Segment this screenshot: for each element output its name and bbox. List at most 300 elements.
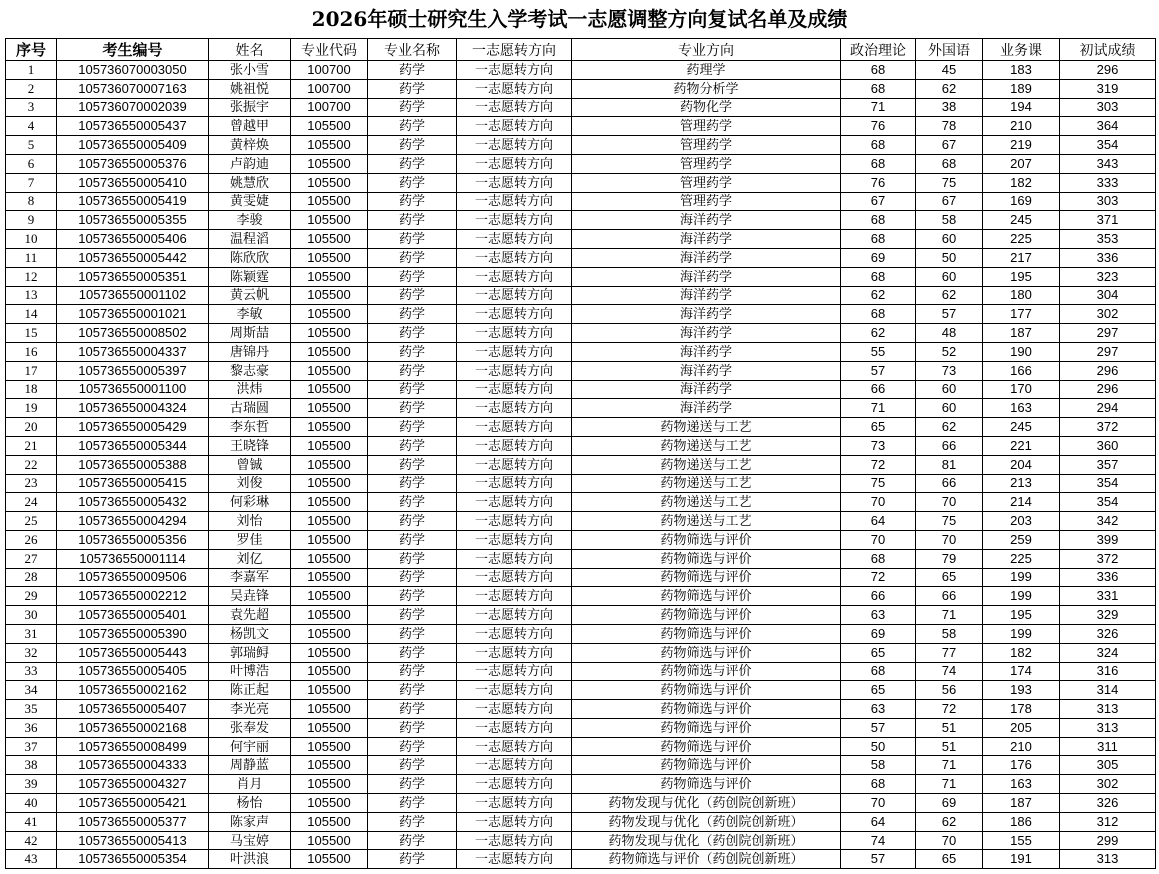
foreign-language-cell: 67 [916,136,983,155]
candidate-id-cell: 105736070007163 [57,79,209,98]
total-cell: 353 [1060,230,1156,249]
candidate-id-cell: 105736550005390 [57,624,209,643]
transfer-cell: 一志愿转方向 [457,342,572,361]
transfer-cell: 一志愿转方向 [457,154,572,173]
specialty-cell: 182 [983,173,1060,192]
seq-cell: 10 [6,230,57,249]
col-header-candidate-id: 考生编号 [57,39,209,61]
major-code-cell: 105500 [291,436,368,455]
table-row [6,136,1156,155]
direction-cell: 药物递送与工艺 [572,493,841,512]
seq-cell: 3 [6,98,57,117]
seq-cell: 15 [6,324,57,343]
politics-cell: 68 [841,662,916,681]
specialty-cell: 187 [983,324,1060,343]
seq-cell: 40 [6,794,57,813]
specialty-cell: 182 [983,643,1060,662]
name-cell: 姚慧欣 [209,173,291,192]
direction-cell: 药物筛选与评价 [572,681,841,700]
major-code-cell: 105500 [291,455,368,474]
candidate-id-cell: 105736550005410 [57,173,209,192]
total-cell: 357 [1060,455,1156,474]
name-cell: 温程滔 [209,230,291,249]
politics-cell: 68 [841,267,916,286]
transfer-cell: 一志愿转方向 [457,474,572,493]
seq-cell: 26 [6,530,57,549]
major-code-cell: 105500 [291,775,368,794]
transfer-cell: 一志愿转方向 [457,230,572,249]
specialty-cell: 193 [983,681,1060,700]
name-cell: 陈正起 [209,681,291,700]
politics-cell: 57 [841,718,916,737]
seq-cell: 32 [6,643,57,662]
politics-cell: 68 [841,305,916,324]
direction-cell: 管理药学 [572,173,841,192]
name-cell: 刘俊 [209,474,291,493]
specialty-cell: 163 [983,775,1060,794]
foreign-language-cell: 66 [916,436,983,455]
total-cell: 297 [1060,324,1156,343]
total-cell: 299 [1060,831,1156,850]
major-code-cell: 105500 [291,530,368,549]
politics-cell: 63 [841,606,916,625]
politics-cell: 65 [841,418,916,437]
table-row [6,812,1156,831]
specialty-cell: 259 [983,530,1060,549]
major-code-cell: 105500 [291,474,368,493]
major-code-cell: 105500 [291,681,368,700]
name-cell: 刘亿 [209,549,291,568]
foreign-language-cell: 60 [916,230,983,249]
name-cell: 卢韵迪 [209,154,291,173]
foreign-language-cell: 62 [916,286,983,305]
direction-cell: 药物筛选与评价 [572,775,841,794]
total-cell: 294 [1060,399,1156,418]
name-cell: 叶洪浪 [209,850,291,869]
direction-cell: 药物筛选与评价 [572,737,841,756]
politics-cell: 67 [841,192,916,211]
candidate-id-cell: 105736550004327 [57,775,209,794]
major-code-cell: 100700 [291,98,368,117]
direction-cell: 药物筛选与评价 [572,530,841,549]
politics-cell: 72 [841,455,916,474]
major-code-cell: 105500 [291,718,368,737]
politics-cell: 70 [841,493,916,512]
direction-cell: 药物发现与优化（药创院创新班） [572,831,841,850]
specialty-cell: 214 [983,493,1060,512]
col-header-politics: 政治理论 [841,39,916,61]
major-code-cell: 105500 [291,587,368,606]
direction-cell: 药物递送与工艺 [572,474,841,493]
transfer-cell: 一志愿转方向 [457,624,572,643]
seq-cell: 43 [6,850,57,869]
name-cell: 王晓锋 [209,436,291,455]
direction-cell: 药物化学 [572,98,841,117]
foreign-language-cell: 71 [916,756,983,775]
major-code-cell: 105500 [291,286,368,305]
major-name-cell: 药学 [368,61,457,80]
total-cell: 313 [1060,700,1156,719]
total-cell: 371 [1060,211,1156,230]
transfer-cell: 一志愿转方向 [457,418,572,437]
direction-cell: 管理药学 [572,117,841,136]
major-code-cell: 100700 [291,79,368,98]
transfer-cell: 一志愿转方向 [457,831,572,850]
table-row [6,61,1156,80]
politics-cell: 68 [841,154,916,173]
name-cell: 袁先超 [209,606,291,625]
politics-cell: 64 [841,812,916,831]
table-row [6,211,1156,230]
major-name-cell: 药学 [368,79,457,98]
politics-cell: 68 [841,61,916,80]
foreign-language-cell: 66 [916,474,983,493]
name-cell: 马宝婷 [209,831,291,850]
seq-cell: 22 [6,455,57,474]
politics-cell: 68 [841,775,916,794]
major-code-cell: 105500 [291,342,368,361]
foreign-language-cell: 78 [916,117,983,136]
total-cell: 303 [1060,98,1156,117]
table-row [6,361,1156,380]
candidate-id-cell: 105736550009506 [57,568,209,587]
seq-cell: 17 [6,361,57,380]
foreign-language-cell: 51 [916,718,983,737]
major-name-cell: 药学 [368,361,457,380]
candidate-id-cell: 105736550004337 [57,342,209,361]
seq-cell: 5 [6,136,57,155]
direction-cell: 海洋药学 [572,324,841,343]
total-cell: 343 [1060,154,1156,173]
name-cell: 张奉发 [209,718,291,737]
transfer-cell: 一志愿转方向 [457,211,572,230]
direction-cell: 海洋药学 [572,305,841,324]
specialty-cell: 190 [983,342,1060,361]
candidate-id-cell: 105736550001114 [57,549,209,568]
foreign-language-cell: 62 [916,812,983,831]
name-cell: 李东哲 [209,418,291,437]
candidate-id-cell: 105736550005388 [57,455,209,474]
candidate-id-cell: 105736550005429 [57,418,209,437]
name-cell: 陈颖霆 [209,267,291,286]
direction-cell: 海洋药学 [572,342,841,361]
major-name-cell: 药学 [368,831,457,850]
foreign-language-cell: 75 [916,173,983,192]
transfer-cell: 一志愿转方向 [457,324,572,343]
candidate-id-cell: 105736550005354 [57,850,209,869]
specialty-cell: 219 [983,136,1060,155]
foreign-language-cell: 57 [916,305,983,324]
col-header-major-name: 专业名称 [368,39,457,61]
total-cell: 372 [1060,549,1156,568]
direction-cell: 海洋药学 [572,286,841,305]
table-row [6,512,1156,531]
specialty-cell: 183 [983,61,1060,80]
foreign-language-cell: 50 [916,248,983,267]
name-cell: 杨凯文 [209,624,291,643]
name-cell: 李光亮 [209,700,291,719]
candidate-id-cell: 105736550002162 [57,681,209,700]
foreign-language-cell: 74 [916,662,983,681]
transfer-cell: 一志愿转方向 [457,549,572,568]
major-name-cell: 药学 [368,117,457,136]
candidate-id-cell: 105736550005344 [57,436,209,455]
page-title: 2026年硕士研究生入学考试一志愿调整方向复试名单及成绩 [311,7,848,31]
specialty-cell: 176 [983,756,1060,775]
name-cell: 罗佳 [209,530,291,549]
transfer-cell: 一志愿转方向 [457,737,572,756]
seq-cell: 12 [6,267,57,286]
transfer-cell: 一志愿转方向 [457,530,572,549]
specialty-cell: 199 [983,587,1060,606]
specialty-cell: 178 [983,700,1060,719]
major-name-cell: 药学 [368,794,457,813]
candidate-id-cell: 105736550005376 [57,154,209,173]
major-name-cell: 药学 [368,700,457,719]
candidate-id-cell: 105736550005356 [57,530,209,549]
table-row [6,700,1156,719]
direction-cell: 药物递送与工艺 [572,512,841,531]
transfer-cell: 一志愿转方向 [457,305,572,324]
candidate-id-cell: 105736550005419 [57,192,209,211]
transfer-cell: 一志愿转方向 [457,812,572,831]
major-code-cell: 105500 [291,512,368,531]
transfer-cell: 一志愿转方向 [457,248,572,267]
table-body [6,61,1156,869]
politics-cell: 70 [841,794,916,813]
seq-cell: 1 [6,61,57,80]
transfer-cell: 一志愿转方向 [457,136,572,155]
table-row [6,493,1156,512]
total-cell: 326 [1060,624,1156,643]
seq-cell: 25 [6,512,57,531]
politics-cell: 68 [841,136,916,155]
foreign-language-cell: 71 [916,606,983,625]
foreign-language-cell: 65 [916,568,983,587]
politics-cell: 57 [841,850,916,869]
total-cell: 329 [1060,606,1156,625]
direction-cell: 药物递送与工艺 [572,455,841,474]
specialty-cell: 245 [983,418,1060,437]
candidate-id-cell: 105736550001102 [57,286,209,305]
major-name-cell: 药学 [368,342,457,361]
table-row [6,587,1156,606]
major-name-cell: 药学 [368,286,457,305]
candidate-id-cell: 105736550004294 [57,512,209,531]
total-cell: 326 [1060,794,1156,813]
total-cell: 331 [1060,587,1156,606]
transfer-cell: 一志愿转方向 [457,662,572,681]
total-cell: 304 [1060,286,1156,305]
name-cell: 张小雪 [209,61,291,80]
table-row [6,775,1156,794]
specialty-cell: 155 [983,831,1060,850]
politics-cell: 65 [841,643,916,662]
table-row [6,418,1156,437]
candidate-id-cell: 105736550005377 [57,812,209,831]
col-header-seq: 序号 [6,39,57,61]
candidate-id-cell: 105736550008499 [57,737,209,756]
table-row [6,399,1156,418]
transfer-cell: 一志愿转方向 [457,455,572,474]
major-code-cell: 105500 [291,248,368,267]
transfer-cell: 一志愿转方向 [457,606,572,625]
name-cell: 杨怡 [209,794,291,813]
specialty-cell: 204 [983,455,1060,474]
name-cell: 肖月 [209,775,291,794]
name-cell: 张振宇 [209,98,291,117]
seq-cell: 37 [6,737,57,756]
specialty-cell: 213 [983,474,1060,493]
major-name-cell: 药学 [368,192,457,211]
major-code-cell: 105500 [291,737,368,756]
direction-cell: 药物筛选与评价 [572,700,841,719]
major-name-cell: 药学 [368,455,457,474]
major-name-cell: 药学 [368,324,457,343]
major-name-cell: 药学 [368,436,457,455]
transfer-cell: 一志愿转方向 [457,775,572,794]
specialty-cell: 203 [983,512,1060,531]
name-cell: 李嘉军 [209,568,291,587]
seq-cell: 42 [6,831,57,850]
major-code-cell: 105500 [291,850,368,869]
seq-cell: 13 [6,286,57,305]
table-row [6,474,1156,493]
politics-cell: 68 [841,211,916,230]
direction-cell: 药物筛选与评价 [572,662,841,681]
total-cell: 323 [1060,267,1156,286]
major-name-cell: 药学 [368,154,457,173]
seq-cell: 27 [6,549,57,568]
politics-cell: 57 [841,361,916,380]
foreign-language-cell: 67 [916,192,983,211]
politics-cell: 66 [841,587,916,606]
foreign-language-cell: 48 [916,324,983,343]
major-code-cell: 100700 [291,61,368,80]
major-name-cell: 药学 [368,305,457,324]
seq-cell: 4 [6,117,57,136]
foreign-language-cell: 73 [916,361,983,380]
col-header-total: 初试成绩 [1060,39,1156,61]
major-name-cell: 药学 [368,267,457,286]
specialty-cell: 199 [983,624,1060,643]
header-row [6,39,1156,61]
total-cell: 314 [1060,681,1156,700]
seq-cell: 23 [6,474,57,493]
candidate-id-cell: 105736550005406 [57,230,209,249]
name-cell: 洪炜 [209,380,291,399]
name-cell: 何宇丽 [209,737,291,756]
total-cell: 354 [1060,136,1156,155]
specialty-cell: 205 [983,718,1060,737]
major-code-cell: 105500 [291,568,368,587]
major-name-cell: 药学 [368,98,457,117]
direction-cell: 药物分析学 [572,79,841,98]
transfer-cell: 一志愿转方向 [457,79,572,98]
specialty-cell: 186 [983,812,1060,831]
table-row [6,117,1156,136]
seq-cell: 36 [6,718,57,737]
name-cell: 黄云帆 [209,286,291,305]
politics-cell: 66 [841,380,916,399]
major-code-cell: 105500 [291,230,368,249]
direction-cell: 药物递送与工艺 [572,418,841,437]
seq-cell: 21 [6,436,57,455]
total-cell: 302 [1060,775,1156,794]
specialty-cell: 207 [983,154,1060,173]
major-name-cell: 药学 [368,850,457,869]
foreign-language-cell: 66 [916,587,983,606]
transfer-cell: 一志愿转方向 [457,192,572,211]
major-code-cell: 105500 [291,812,368,831]
seq-cell: 6 [6,154,57,173]
col-header-foreign-language: 外国语 [916,39,983,61]
total-cell: 354 [1060,493,1156,512]
seq-cell: 20 [6,418,57,437]
transfer-cell: 一志愿转方向 [457,756,572,775]
major-code-cell: 105500 [291,136,368,155]
candidate-id-cell: 105736550004324 [57,399,209,418]
candidate-id-cell: 105736550005443 [57,643,209,662]
major-name-cell: 药学 [368,399,457,418]
major-name-cell: 药学 [368,812,457,831]
specialty-cell: 210 [983,117,1060,136]
politics-cell: 76 [841,117,916,136]
politics-cell: 65 [841,681,916,700]
specialty-cell: 195 [983,267,1060,286]
total-cell: 319 [1060,79,1156,98]
candidate-id-cell: 105736550005432 [57,493,209,512]
major-code-cell: 105500 [291,418,368,437]
foreign-language-cell: 60 [916,399,983,418]
seq-cell: 35 [6,700,57,719]
major-name-cell: 药学 [368,643,457,662]
transfer-cell: 一志愿转方向 [457,61,572,80]
major-name-cell: 药学 [368,248,457,267]
specialty-cell: 195 [983,606,1060,625]
specialty-cell: 166 [983,361,1060,380]
candidate-id-cell: 105736550005409 [57,136,209,155]
politics-cell: 72 [841,568,916,587]
major-name-cell: 药学 [368,756,457,775]
table-row [6,549,1156,568]
candidate-id-cell: 105736550004333 [57,756,209,775]
foreign-language-cell: 62 [916,79,983,98]
foreign-language-cell: 70 [916,493,983,512]
direction-cell: 药物发现与优化（药创院创新班） [572,812,841,831]
seq-cell: 29 [6,587,57,606]
seq-cell: 41 [6,812,57,831]
politics-cell: 69 [841,624,916,643]
table-row [6,154,1156,173]
major-code-cell: 105500 [291,305,368,324]
table-row [6,192,1156,211]
politics-cell: 71 [841,399,916,418]
foreign-language-cell: 77 [916,643,983,662]
foreign-language-cell: 45 [916,61,983,80]
foreign-language-cell: 81 [916,455,983,474]
seq-cell: 31 [6,624,57,643]
candidate-id-cell: 105736550005437 [57,117,209,136]
politics-cell: 70 [841,530,916,549]
seq-cell: 11 [6,248,57,267]
direction-cell: 海洋药学 [572,248,841,267]
specialty-cell: 177 [983,305,1060,324]
foreign-language-cell: 60 [916,267,983,286]
direction-cell: 药物筛选与评价 [572,756,841,775]
name-cell: 周静蓝 [209,756,291,775]
table-row [6,643,1156,662]
